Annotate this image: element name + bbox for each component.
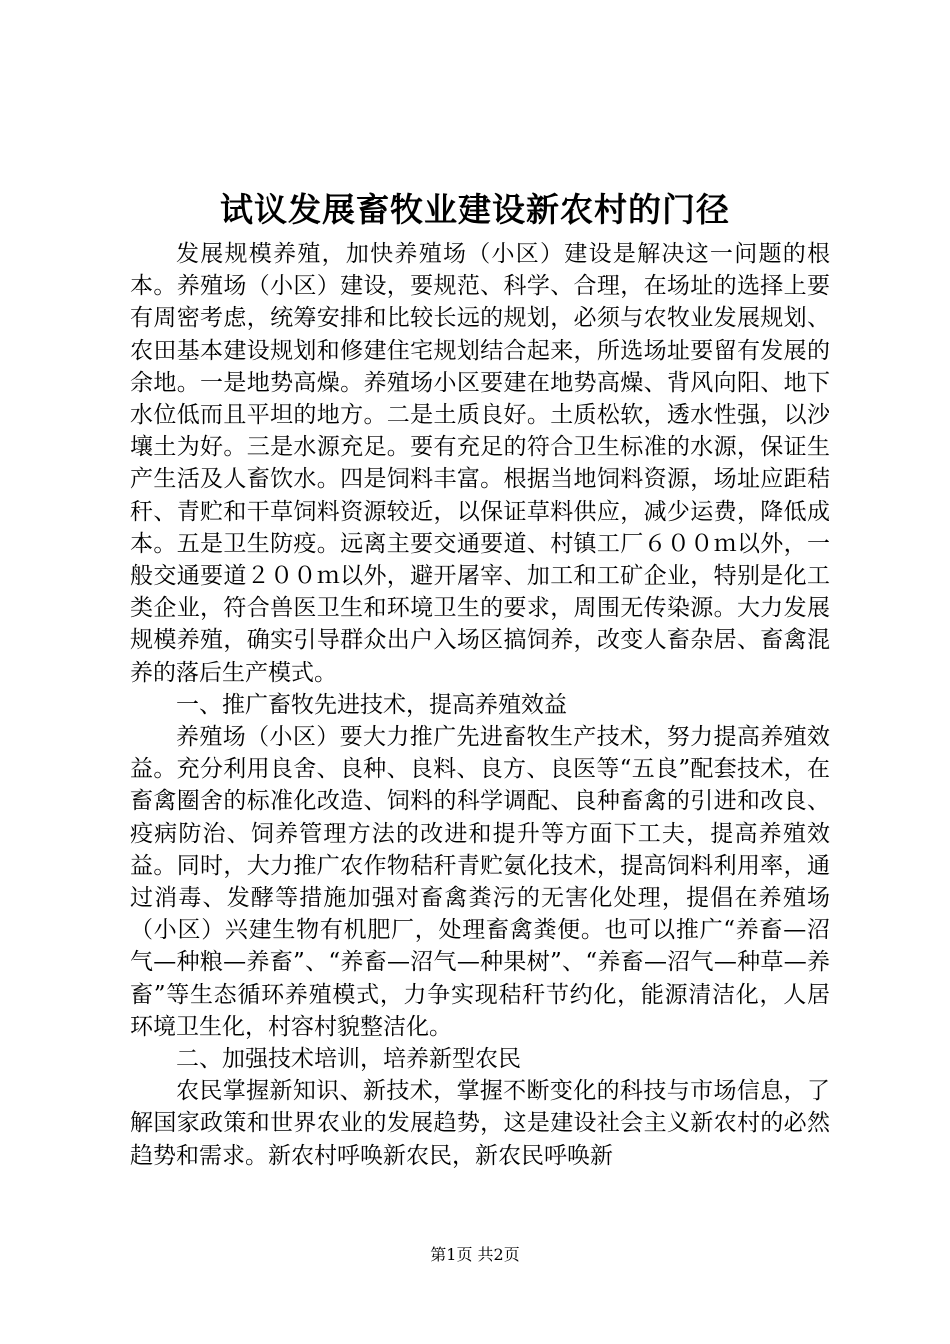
section-heading-technology: 一、推广畜牧先进技术，提高养殖效益 (176, 691, 567, 718)
section-heading-training: 二、加强技术培训，培养新型农民 (176, 1046, 521, 1073)
paragraph-technology: 养殖场（小区）要大力推广先进畜牧生产技术，努力提高养殖效益。充分利用良舍、良种、良料、良方、良医等“五良”配套技术，在畜禽圈舍的标准化改造、饲料的科学调配、良种畜禽的引进和改良、疫病防治、饲养管理方法的改进和提升等方面下工夫，提高养殖效益。同时，大力推广农作物秸秆青贮氨化技术，提高饲料利用率，通过消毒、发酵等措施加强对畜禽粪污的无害化处理，提倡在养殖场（小区）兴建生物有机肥厂，处理畜禽粪便。也可以推广“养畜—沼气—种粮—养畜”、“养畜—沼气—种果树”、“养畜—沼气—种草—养畜”等生态循环养殖模式，力争实现秸秆节约化，能源清洁化，人居环境卫生化，村容村貌整洁化。 (130, 724, 830, 1040)
document-title: 试议发展畜牧业建设新农村的门径 (220, 190, 730, 229)
paragraph-site-selection: 发展规模养殖，加快养殖场（小区）建设是解决这一问题的根本。养殖场（小区）建设，要规范、科学、合理，在场址的选择上要有周密考虑，统筹安排和比较长远的规划，必须与农牧业发展规划、农田基本建设规划和修建住宅规划结合起来，所选场址要留有发展的余地。一是地势高燥。养殖场小区要建在地势高燥、背风向阳、地下水位低而且平坦的地方。二是土质良好。土质松软，透水性强，以沙壤土为好。三是水源充足。要有充足的符合卫生标准的水源，保证生产生活及人畜饮水。四是饲料丰富。根据当地饲料资源，场址应距秸秆、青贮和干草饲料资源较近，以保证草料供应，减少运费，降低成本。五是卫生防疫。远离主要交通要道、村镇工厂６００ｍ以外，一般交通要道２００ｍ以外，避开屠宰、加工和工矿企业，特别是化工类企业，符合兽医卫生和环境卫生的要求，周围无传染源。大力发展规模养殖，确实引导群众出户入场区搞饲养，改变人畜杂居、畜禽混养的落后生产模式。 (130, 241, 831, 686)
paragraph-training: 农民掌握新知识、新技术，掌握不断变化的科技与市场信息，了解国家政策和世界农业的发展趋势，这是建设社会主义新农村的必然趋势和需求。新农村呼唤新农民，新农民呼唤新 (130, 1078, 830, 1169)
document-body (130, 238, 830, 1172)
page-footer: 第1页 共2页 (430, 1245, 520, 1264)
